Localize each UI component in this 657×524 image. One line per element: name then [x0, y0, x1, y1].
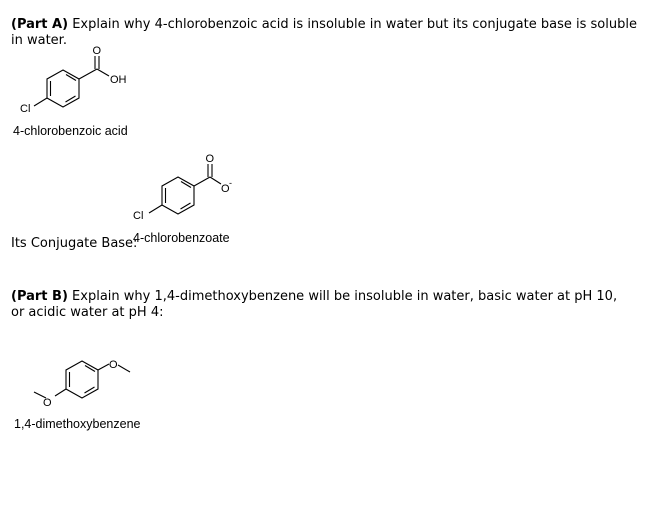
- conjugate-chlorine-label: Cl: [133, 210, 144, 222]
- part-a-text: Explain why 4-chlorobenzoic acid is insoluble in water but its conjugate base is soluble in water.: [11, 17, 637, 48]
- dimethoxy-bottom-oxygen: O: [43, 397, 52, 409]
- conjugate-oxide-oxygen: O: [221, 183, 230, 195]
- part-b-text: Explain why 1,4-dimethoxybenzene will be insoluble in water, basic water at pH 10, or acidic water at pH 4:: [11, 289, 618, 320]
- conjugate-negative-charge: -: [229, 178, 232, 188]
- dimethoxy-name: 1,4-dimethoxybenzene: [14, 417, 141, 431]
- conjugate-name: 4-chlorobenzoate: [133, 231, 230, 245]
- acid-hydroxyl-label: OH: [110, 74, 127, 86]
- conjugate-prefix: Its Conjugate Base:: [11, 236, 138, 251]
- conjugate-carbonyl-oxygen: O: [205, 153, 215, 165]
- part-a-tag: (Part A): [11, 17, 69, 32]
- part-b-tag: (Part B): [11, 289, 68, 304]
- acid-name: 4-chlorobenzoic acid: [13, 124, 128, 138]
- dimethoxy-top-oxygen: O: [109, 359, 118, 371]
- acid-chlorine-label: Cl: [20, 103, 31, 115]
- acid-carbonyl-oxygen: O: [92, 45, 102, 57]
